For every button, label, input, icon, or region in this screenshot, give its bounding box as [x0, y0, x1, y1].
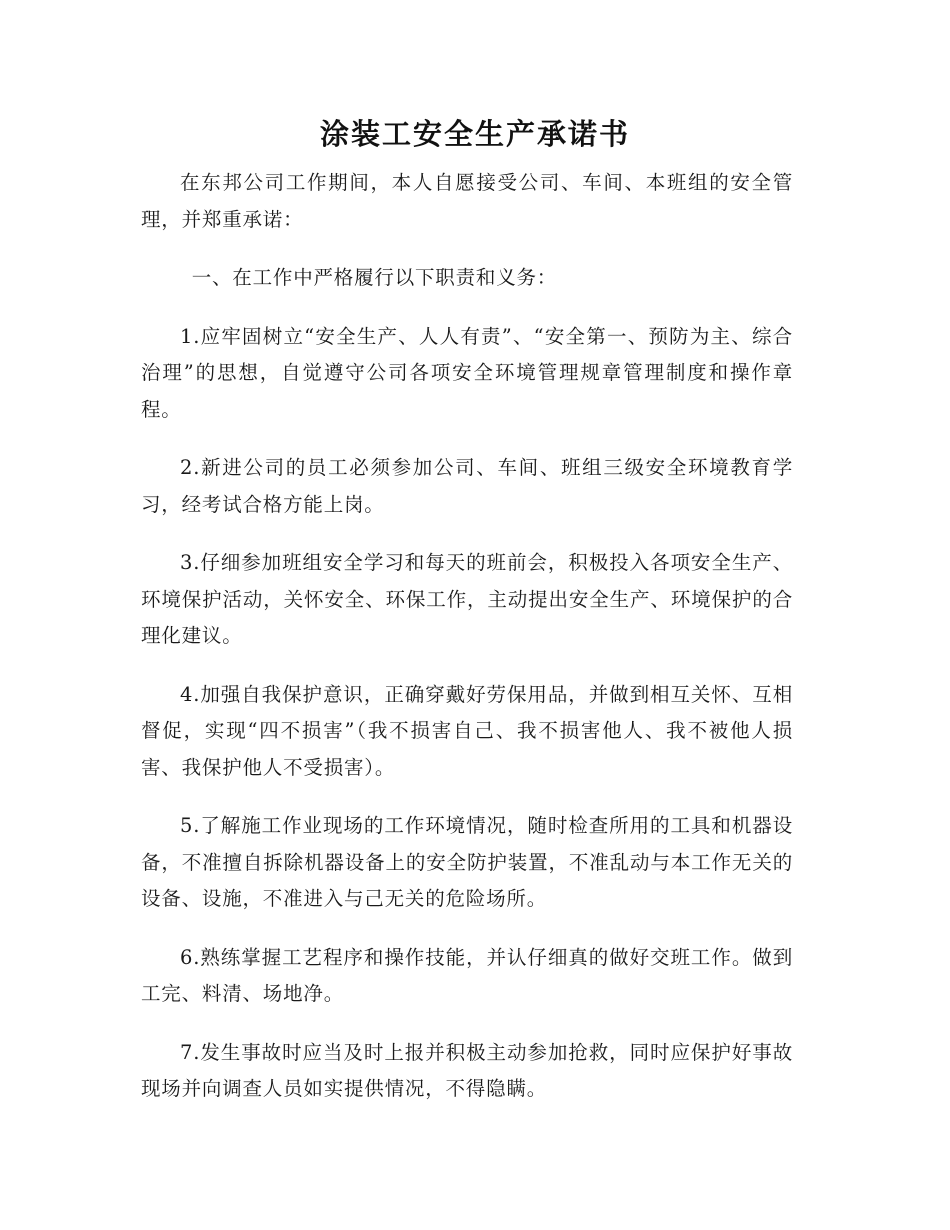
duty-item-3: 3.仔细参加班组安全学习和每天的班前会，积极投入各项安全生产、环境保护活动，关怀安全、环保工作，主动提出安全生产、环境保护的合理化建议。 — [141, 551, 793, 647]
intro-paragraph: 在东邦公司工作期间，本人自愿接受公司、车间、本班组的安全管理，并郑重承诺： — [141, 171, 793, 231]
document-body — [141, 165, 793, 1130]
duty-item-4: 4.加强自我保护意识，正确穿戴好劳保用品，并做到相互关怀、互相督促，实现“四不损害”（我不损害自己、我不损害他人、我不被他人损害、我保护他人不受损害）。 — [141, 682, 793, 779]
section-heading: 一、在工作中严格履行以下职责和义务： — [191, 266, 558, 289]
duty-item-1: 1.应牢固树立“安全生产、人人有责”、“安全第一、预防为主、综合治理”的思想，自觉遵守公司各项安全环境管理规章管理制度和操作章程。 — [141, 324, 793, 421]
duty-item-6: 6.熟练掌握工艺程序和操作技能，并认仔细真的做好交班工作。做到工完、料清、场地净。 — [141, 945, 793, 1005]
duty-item-2: 2.新进公司的员工必须参加公司、车间、班组三级安全环境教育学习，经考试合格方能上岗。 — [141, 456, 793, 516]
document-title: 涂装工安全生产承诺书 — [319, 117, 630, 151]
duty-item-7: 7.发生事故时应当及时上报并积极主动参加抢救，同时应保护好事故现场并向调查人员如实提供情况，不得隐瞒。 — [141, 1040, 793, 1100]
duty-item-5: 5.了解施工作业现场的工作环境情况，随时检查所用的工具和机器设备，不准擅自拆除机器设备上的安全防护装置，不准乱动与本工作无关的设备、设施，不准进入与己无关的危险场所。 — [141, 814, 793, 910]
